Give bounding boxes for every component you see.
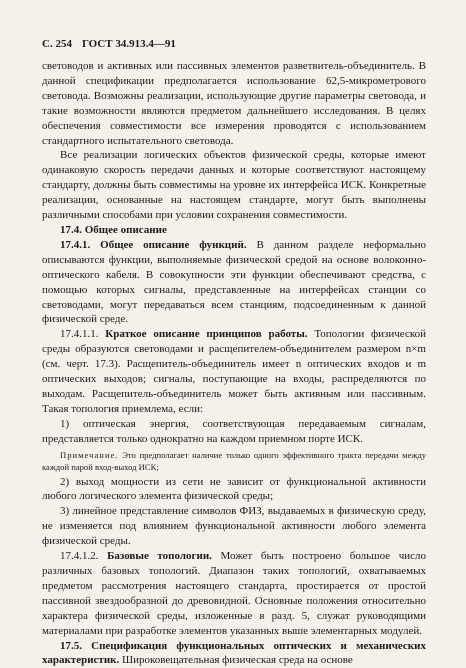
note-body: Это предполагает наличие только одного эффективного тракта передачи между каждой парой вход-выход ИСК; — [42, 449, 426, 472]
paragraph — [42, 238, 426, 327]
paragraph — [42, 549, 426, 638]
standard-code: ГОСТ 34.913.4—91 — [81, 38, 176, 50]
section-title: Базовые топологии. — [107, 550, 212, 563]
list-item: 3) линейное представление символов ФИЗ, выдаваемых в физическую среду, не изменяется под влиянием функциональной активности любого элемента физической среды. — [42, 505, 426, 548]
section-number: 17.4.1.2. — [60, 550, 99, 563]
page-number: С. 254 — [42, 38, 72, 50]
section-title: 17.4.1. Общее описание функций. — [60, 238, 247, 251]
page-header — [42, 38, 426, 50]
body-text — [42, 59, 426, 668]
paragraph — [42, 327, 426, 416]
section-title: Краткое описание принципов работы. — [105, 328, 308, 341]
section-body: Может быть построено большое число различных базовых топологий. Диапазон таких топологий, охватываемых предметом рассмотрения настоящего стандарта, простирается от простой пассивной звездообразной до древовидной. Основные положения относительно характера физической среды, изложенные в разд. 5, служат руководящими материалами при разработке элементов указанных выше элементарных модулей. — [42, 550, 427, 637]
list-item: 2) выход мощности из сети не зависит от функциональной активности любого логического элемента физической среды; — [42, 475, 426, 503]
section-title: 17.5. Спецификация функциональных оптических и механических характеристик. — [42, 639, 426, 667]
section-number: 17.4.1.1. — [60, 328, 99, 341]
section-heading: 17.4. Общее описание — [60, 223, 167, 236]
paragraph — [42, 639, 426, 668]
section-body: Топологии физической среды образуются световодами и расщепителем-объединителем размером n×m (см. черт. 17.3). Расщепитель-объединитель имеет n оптических входов и m оптических выходов; сигналы, поступающие на входы, распределяются по выходам. Расщепитель-объединитель может быть активным или пассивным. Такая топология приемлема, если: — [42, 328, 427, 415]
paragraph: Все реализации логических объектов физической среды, которые имеют одинаковую скорость передачи данных и которые соответствуют настоящему стандарту, должны быть совместимы на уровне их интерфейса ИСК. Конкретные реализации, основанные на настоящем стандарте, могут быть выполнены различными способами при условии сохранения совместимости. — [42, 149, 426, 222]
section-body: В данном разделе неформально описываются функции, выполняемые физической средой на основе волоконно-оптического кабеля. В совокупности эти функции обеспечивают средства, с помощью которых сигналы, представленные на интерфейсах станции со световодами, могут передаваться всем станциям, подсоединенным к данной физической среде. — [42, 238, 427, 326]
paragraph: световодов и активных или пассивных элементов разветвитель-объединитель. В данной спецификации предполагается использование 62,5-микрометрового световода. Возможны реализации, использующие другие параметры световода, и такие возможности являются предметом дальнейшего исследования. В целях обеспечения совместимости все измерения проводятся с использованием стандартного испытательного световода. — [42, 60, 426, 147]
note-label: Примечание. — [60, 449, 119, 460]
list-item: 1) оптическая энергия, соответствующая передаваемым сигналам, представляется только однократно на каждом приемном порте ИСК. — [42, 417, 426, 445]
note — [42, 449, 426, 473]
section-body: Широковещательная физическая среда на основе — [119, 654, 353, 667]
